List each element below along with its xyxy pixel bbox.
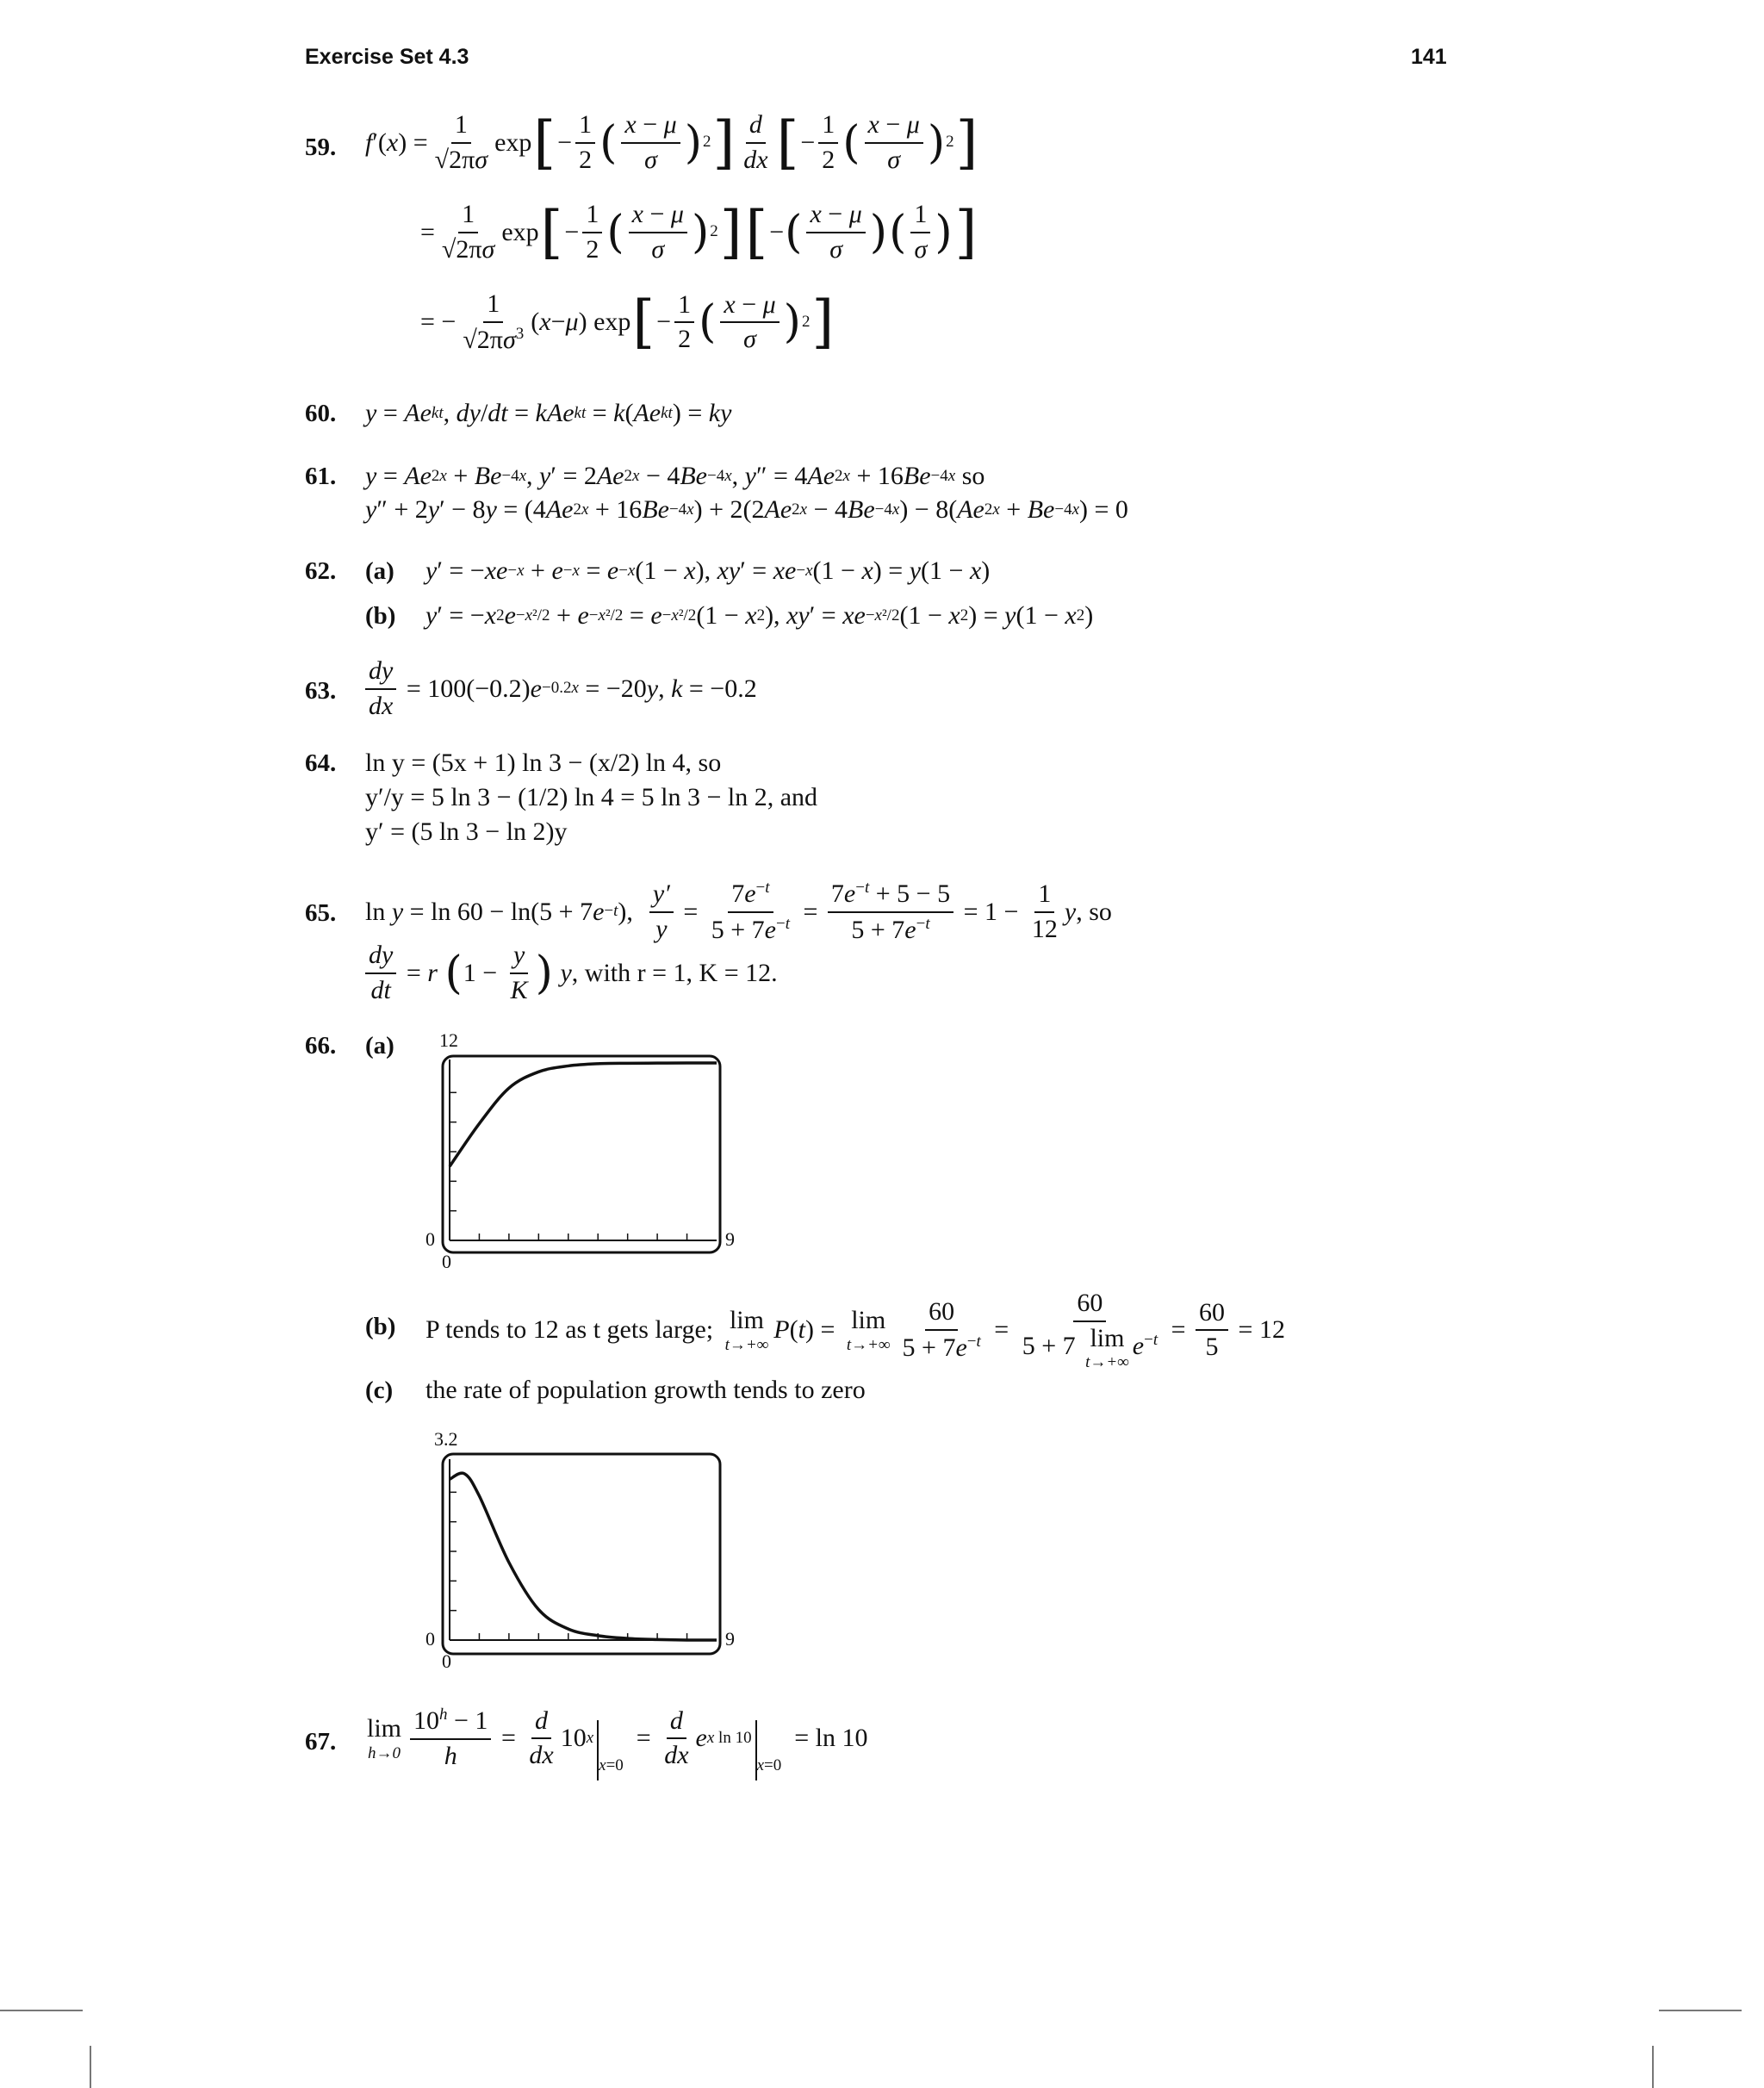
problem-65-number: 65. — [305, 899, 337, 927]
crop-mark-right-horizontal — [1659, 2010, 1742, 2011]
problem-65-line-1: ln y = ln 60 − ln(5 + 7 e −t ), y′ y = $7e^{-t}$ $5 + 7e^{-t}$ = $7e^{-t} + 5 - 5$ $5 + 7e^{-t}$ = 1 − 1 12 y , so — [365, 879, 1112, 944]
crop-mark-left-horizontal — [0, 2010, 83, 2011]
chart1-xtick-left-label: 0 — [442, 1251, 451, 1272]
chart2-ytick-top-label: 3.2 — [434, 1428, 458, 1450]
problem-64-number: 64. — [305, 749, 337, 777]
problem-66-part-c-label: (c) — [365, 1376, 394, 1404]
problem-60-line: y = Ae kt , dy / dt = kAe kt = k ( Ae kt ) = ky — [365, 399, 732, 427]
crop-mark-left-vertical — [90, 2046, 91, 2088]
problem-60-number: 60. — [305, 400, 337, 427]
problem-67-number: 67. — [305, 1728, 337, 1756]
growth-rate-chart — [413, 1425, 758, 1675]
problem-65-line-2: dy dt = r ( 1 − y K ) y , with r = 1, K = 12. — [362, 941, 778, 1005]
problem-62-part-b: y ′ = − x 2 e −x²/2 + e −x²/2 = e −x²/2 (1 − x 2 ), xy ′ = xe −x²/2 (1 − x 2 ) = y (1 − x 2 ) — [425, 601, 1094, 630]
problem-59-line-1: f ′( x ) = 1 √2πσ exp [ − 1 2 ( x − μ σ ) 2 ] d dx [ − 1 2 ( x − μ σ ) 2 ] — [365, 109, 978, 176]
problem-64-line-3: y′ = (5 ln 3 − ln 2)y — [365, 817, 568, 846]
problem-59-line-3: = − 1 $√2\pi\sigma^3$ ( x − μ ) exp [ − 1 2 ( x − μ σ ) 2 ] — [420, 289, 835, 355]
page-number: 141 — [1411, 45, 1447, 69]
chart1-population-curve — [450, 1063, 717, 1166]
problem-67-line: lim h→0 $10^h - 1$ h = d dx 10 x x =0 = d dx e x ln 10 x =0 = ln 10 — [362, 1706, 868, 1771]
problem-62-part-a-label: (a) — [365, 557, 394, 585]
chart2-xtick-left-label: 0 — [442, 1650, 451, 1672]
problem-62-part-a: y ′ = − xe −x + e −x = e −x (1 − x ), xy ′ = xe −x (1 − x ) = y (1 − x ) — [425, 556, 991, 585]
crop-mark-right-vertical — [1652, 2046, 1654, 2088]
problem-66-number: 66. — [305, 1032, 337, 1060]
problem-61-line-1: y = Ae 2x + Be −4x , y ′ = 2 Ae 2x − 4 Be −4x , y ″ = 4 Ae 2x + 16 Be −4x so — [365, 462, 985, 490]
problem-66-part-b-label: (b) — [365, 1313, 396, 1340]
problem-63-number: 63. — [305, 677, 337, 705]
running-header: Exercise Set 4.3 — [305, 45, 469, 69]
problem-65-conclusion: with r = 1, K = 12. — [584, 958, 778, 987]
chart1-xtick-right-label: 9 — [725, 1228, 735, 1250]
problem-64-line-2: y′/y = 5 ln 3 − (1/2) ln 4 = 5 ln 3 − ln 2, and — [365, 783, 818, 811]
chart1-ytick-bottom-label: 0 — [425, 1228, 435, 1250]
problem-62-part-b-label: (b) — [365, 602, 396, 630]
chart2-growth-rate-curve — [450, 1473, 717, 1640]
problem-66-part-b: P tends to 12 as t gets large; lim t→+∞ P ( t ) = lim t→+∞ 60 $5 + 7e^{-t}$ = 60 5 + 7 lim t→+∞ $e^{-t}$ = 60 5 = 12 — [425, 1289, 1285, 1371]
problem-59-number: 59. — [305, 134, 337, 161]
problem-61-line-2: y ″ + 2 y ′ − 8 y = (4 Ae 2x + 16 Be −4x ) + 2(2 Ae 2x − 4 Be −4x ) − 8( Ae 2x + Be −4x ) = 0 — [365, 495, 1128, 524]
population-chart — [413, 1025, 758, 1272]
problem-66b-text: P tends to 12 as t gets large; — [425, 1315, 714, 1345]
problem-62-number: 62. — [305, 557, 337, 585]
chart2-frame — [443, 1454, 720, 1654]
problem-61-number: 61. — [305, 463, 337, 490]
problem-59-line-2: = 1 √2πσ exp [ − 1 2 ( x − μ σ ) 2 ] [ − ( x − μ σ ) ( 1 σ ) ] — [420, 198, 978, 265]
problem-66-part-c: the rate of population growth tends to zero — [425, 1376, 866, 1404]
problem-66-part-a-label: (a) — [365, 1032, 394, 1060]
chart2-xtick-right-label: 9 — [725, 1628, 735, 1650]
problem-63-line: dy dx = 100(−0.2) e −0.2x = −20 y , k = −0.2 — [362, 656, 757, 721]
problem-64-line-1: ln y = (5x + 1) ln 3 − (x/2) ln 4, so — [365, 749, 722, 777]
chart1-ytick-top-label: 12 — [439, 1029, 458, 1051]
chart1-frame — [443, 1056, 720, 1252]
chart2-ytick-bottom-label: 0 — [425, 1628, 435, 1650]
